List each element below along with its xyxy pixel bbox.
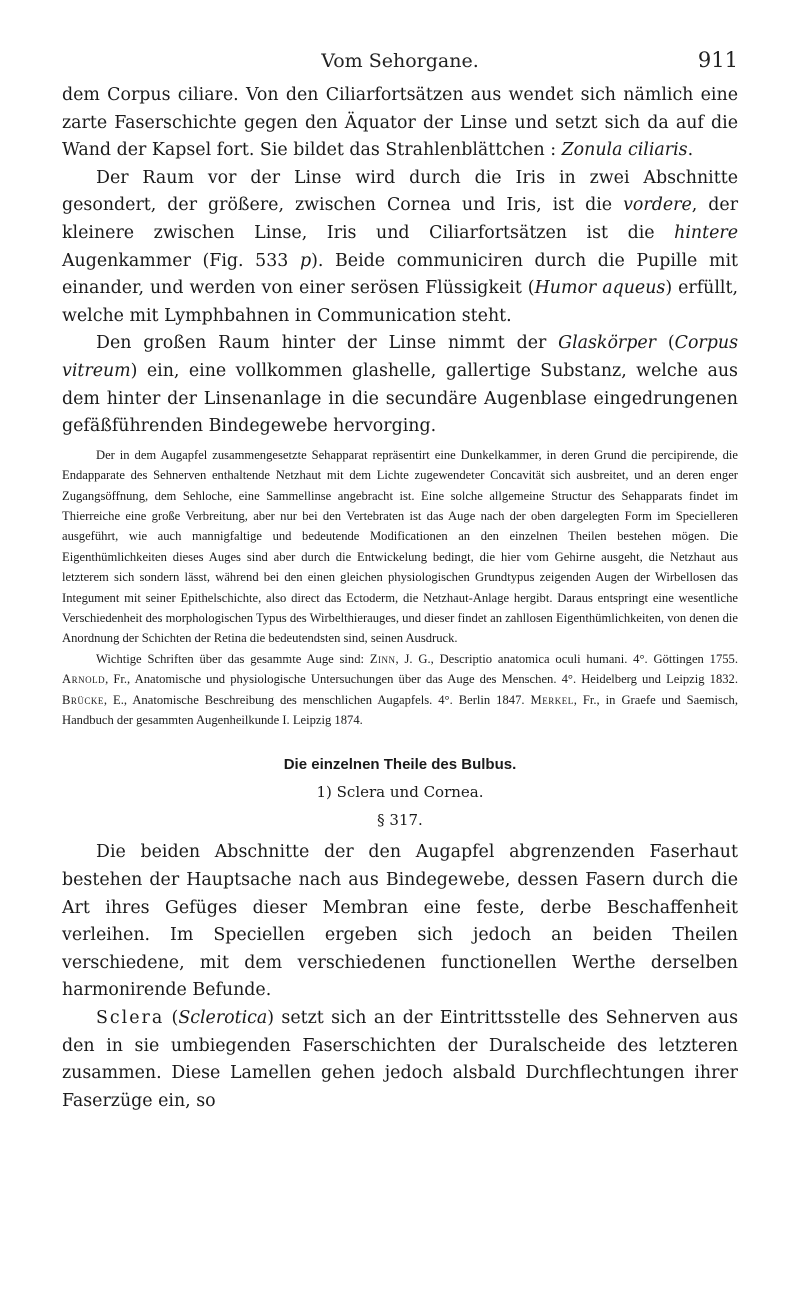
text-run: ) erfüllt, welche mit Lymphbahnen in Communication steht. [62, 278, 738, 326]
subsection-title: 1) Sclera und Cornea. [316, 783, 484, 802]
text-run: ) setzt sich an der Eintrittsstelle des Sehnerven aus den in sie umbiegenden Faserschichten der Duralscheide des letzteren zusammen. Diese Lamellen gehen jedoch alsbald Durchflechtungen ihrer Faserzüge ein, so [62, 1007, 738, 1111]
paragraph-faserhaut: Die beiden Abschnitte der den Augapfel abgrenzenden Faserhaut bestehen der Hauptsache nach aus Bindegewebe, dessen Fasern durch die Art ihres Gefüges dieser Membran eine feste, derbe Beschaffenheit verleihen. Im Speciellen ergeben sich jedoch an beiden Theilen verschiedene, mit dem verschiedenen functionellen Werthe derselben harmonirende Befunde. [62, 842, 738, 1001]
text-run: Wichtige Schriften über das gesammte Auge sind: [96, 651, 370, 666]
text-run: , J. G., Descriptio anatomica oculi humani. 4°. Göttingen 1755. [395, 651, 738, 666]
text-run: . [687, 140, 694, 161]
paragraph-augenkammer [62, 165, 738, 331]
author-name: Brücke [62, 692, 104, 707]
page-number: 911 [697, 48, 738, 72]
text-run: , der kleinere zwischen Linse, Iris und Ciliarfortsätzen ist die [62, 195, 739, 243]
author-name: Arnold [62, 672, 106, 687]
running-title: Vom Sehorgane. [321, 50, 479, 72]
latin-term: Sclerotica [178, 1007, 268, 1028]
section-title: Die einzelnen Theile des Bulbus. [283, 756, 517, 774]
text-run: , Fr., Anatomische und physiologische Untersuchungen über das Auge des Menschen. 4°. Heidelberg und Leipzig 1832. [105, 672, 738, 687]
text-run: , Fr., in Graefe und Saemisch, Handbuch der gesammten Augenheilkunde I. Leipzig 1874. [62, 692, 738, 727]
paragraph-sclera [62, 1005, 738, 1115]
text-run: Augenkammer (Fig. 533 [62, 250, 300, 271]
author-name: Zinn [369, 651, 396, 666]
note-sehapparat: Der in dem Augapfel zusammengesetzte Sehapparat repräsentirt eine Dunkelkammer, in deren Grund die percipirende, die Endapparate des Sehnerven enthaltende Netzhaut mit dem Lichte zugewendeter Concavität sich ausbreitet, und an deren enger Zugangsöffnung, dem Sehloche, eine Sammellinse angebracht ist. Eine solche allgemeine Structur des Sehapparats findet im Thierreiche eine große Verbreitung, aber nur bei den Vertebraten ist das Auge nach der oben dargelegten Form im Specielleren ausgeführt, wie auch mannigfaltige und bedeutende Modificationen an den einzelnen Theilen bestehen mögen. Die Eigenthümlichkeiten dieses Auges sind aber durch die Entwickelung bedingt, die hier vom Gehirne ausgeht, die Netzhaut aus letzterem sich sondern lässt, während bei den einen gleichen physiologischen Grundtypus zeigenden Augen der Wirbellosen das Integument mit seiner Epithelschichte, also direct das Ectoderm, die Netzhaut-Anlage hergibt. Daraus entspringt eine wesentliche Verschiedenheit des morphologischen Typus des Wirbelthierauges, und dieser findet an zahllosen Eigenthümlichkeiten, von denen die Anordnung der Schichten der Retina die bedeutendsten sind, seinen Ausdruck. [62, 447, 738, 646]
text-run: ( [655, 333, 675, 354]
text-run: Den großen Raum hinter der Linse nimmt der [96, 333, 559, 354]
paragraph-glaskoerper [62, 330, 738, 440]
figure-ref: p [299, 250, 312, 271]
latin-term: Humor aqueus [534, 278, 666, 299]
emphasis-term: vordere [623, 195, 692, 216]
running-head [62, 42, 738, 82]
text-run: ). Beide communiciren durch die Pupille mit einander, und werden von einer serösen Flüssigkeit ( [62, 250, 738, 299]
latin-term: Zonula ciliaris [561, 140, 688, 161]
latin-term: Corpus vitreum [62, 333, 738, 381]
emphasis-term: hintere [674, 222, 738, 243]
text-run: ( [164, 1007, 179, 1028]
author-name: Merkel [530, 692, 574, 707]
text-run: , E., Anatomische Beschreibung des menschlichen Augapfels. 4°. Berlin 1847. [103, 692, 531, 707]
paragraph-zonula [62, 82, 738, 165]
text-run: ) ein, eine vollkommen glashelle, gallertige Substanz, welche aus dem hinter der Linsenanlage in die secundäre Augenblase eingedrungenen gefäßführenden Bindegewebe hervorging. [62, 360, 738, 437]
emphasis-term: Sclera [96, 1007, 165, 1028]
text-run: dem Corpus ciliare. Von den Ciliarfortsätzen aus wendet sich nämlich eine zarte Faserschichte gegen den Äquator der Linse und setzt sich da auf die Wand der Kapsel fort. Sie bildet das Strahlenblättchen : [62, 85, 738, 161]
paragraph-number: § 317. [377, 811, 423, 830]
emphasis-term: Glaskörper [558, 333, 656, 354]
note-literature [62, 649, 738, 731]
text-run: Der Raum vor der Linse wird durch die Iris in zwei Abschnitte gesondert, der größere, zwischen Cornea und Iris, ist die [62, 167, 738, 216]
